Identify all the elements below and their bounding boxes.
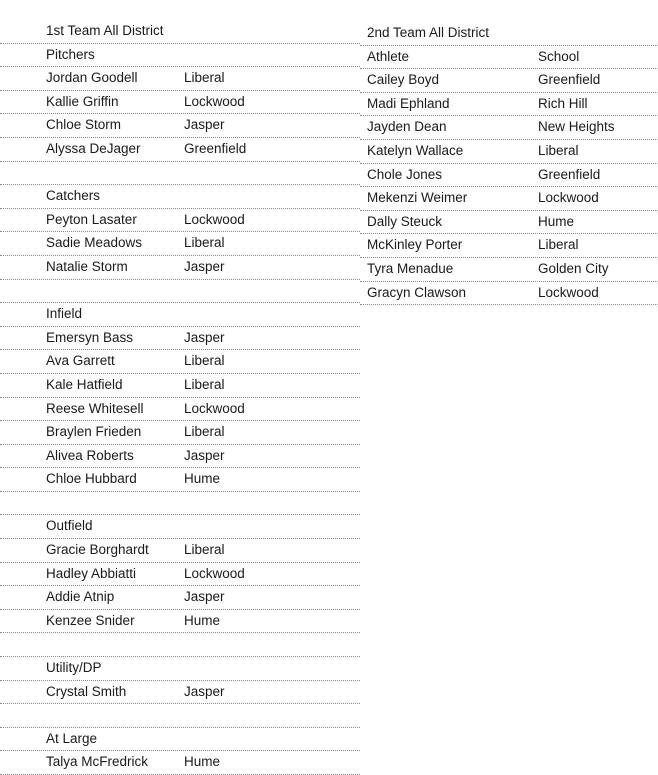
section-heading: Pitchers <box>46 46 95 62</box>
player-row <box>360 116 658 140</box>
player-school: Hume <box>184 612 221 628</box>
player-name: Jordan Goodell <box>46 70 138 86</box>
second-team-title-row <box>360 22 658 46</box>
player-school: Lockwood <box>184 93 245 109</box>
player-school: Golden City <box>538 260 609 276</box>
player-name: Katelyn Wallace <box>367 142 464 158</box>
player-school: Liberal <box>184 376 225 392</box>
section-heading: At Large <box>46 730 98 746</box>
player-row <box>0 445 360 469</box>
player-row <box>0 138 360 162</box>
player-name: Chloe Storm <box>46 117 122 133</box>
player-name: Tyra Menadue <box>367 260 454 276</box>
player-school: Jasper <box>184 329 225 345</box>
player-name: Peyton Lasater <box>46 211 137 227</box>
player-school: Liberal <box>538 237 579 253</box>
player-school: Greenfield <box>538 166 601 182</box>
section-heading-row <box>0 303 360 327</box>
player-school: Jasper <box>184 447 225 463</box>
player-row <box>0 256 360 280</box>
player-school: Lockwood <box>184 565 245 581</box>
player-name: Braylen Frieden <box>46 424 142 440</box>
first-team-title: 1st Team All District <box>46 23 164 38</box>
player-row <box>0 586 360 610</box>
player-school: Liberal <box>184 70 225 86</box>
player-name: Reese Whitesell <box>46 400 144 416</box>
player-school: Jasper <box>184 589 225 605</box>
player-school: Hume <box>538 213 575 229</box>
blank-row <box>0 280 360 304</box>
player-row <box>0 374 360 398</box>
player-name: Addie Atnip <box>46 589 115 605</box>
player-school: Liberal <box>184 235 225 251</box>
section-heading: Outfield <box>46 518 93 534</box>
first-team-title-row <box>0 20 360 44</box>
player-name: Jayden Dean <box>367 119 447 135</box>
player-row <box>0 327 360 351</box>
player-row <box>0 350 360 374</box>
player-name: Cailey Boyd <box>367 72 440 88</box>
blank-row <box>0 704 360 728</box>
section-heading-row <box>0 515 360 539</box>
second-team-title: 2nd Team All District <box>367 25 490 40</box>
player-name: Crystal Smith <box>46 683 127 699</box>
player-school: Greenfield <box>184 140 247 156</box>
player-row <box>0 67 360 91</box>
player-row <box>360 187 658 211</box>
player-name: McKinley Porter <box>367 237 463 253</box>
player-school: Lockwood <box>538 284 599 300</box>
player-name: Mekenzi Weimer <box>367 190 468 206</box>
second-team-column <box>360 22 658 305</box>
section-heading: Catchers <box>46 188 101 204</box>
player-school: Lockwood <box>184 211 245 227</box>
player-name: Gracie Borghardt <box>46 542 149 558</box>
player-name: Sadie Meadows <box>46 235 143 251</box>
section-heading: Infield <box>46 306 83 322</box>
player-name: Chloe Hubbard <box>46 471 137 487</box>
player-name: Kallie Griffin <box>46 93 119 109</box>
player-row <box>360 69 658 93</box>
first-team-column <box>0 20 360 775</box>
section-heading-row <box>0 657 360 681</box>
player-school: Lockwood <box>184 400 245 416</box>
player-school: New Heights <box>538 119 615 135</box>
player-school: Hume <box>184 471 221 487</box>
player-row <box>0 91 360 115</box>
player-name: Alivea Roberts <box>46 447 134 463</box>
player-row <box>360 282 658 306</box>
player-school: Liberal <box>184 353 225 369</box>
player-name: Gracyn Clawson <box>367 284 467 300</box>
player-row <box>0 751 360 775</box>
player-name: Ava Garrett <box>46 353 115 369</box>
player-school: Rich Hill <box>538 95 588 111</box>
player-school: Liberal <box>538 142 579 158</box>
player-row <box>0 563 360 587</box>
player-row <box>360 211 658 235</box>
section-heading-row <box>0 185 360 209</box>
player-row <box>0 539 360 563</box>
player-row <box>360 258 658 282</box>
player-row <box>0 209 360 233</box>
player-name: Chole Jones <box>367 166 443 182</box>
player-row <box>0 681 360 705</box>
player-row <box>360 234 658 258</box>
player-name: Madi Ephland <box>367 95 450 111</box>
section-heading: Utility/DP <box>46 660 102 676</box>
player-name: Dally Steuck <box>367 213 443 229</box>
blank-row <box>0 492 360 516</box>
player-name: Talya McFredrick <box>46 754 149 770</box>
player-row <box>0 421 360 445</box>
player-row <box>0 610 360 634</box>
player-school: Liberal <box>184 542 225 558</box>
player-name: Alyssa DeJager <box>46 140 141 156</box>
player-school: Liberal <box>184 424 225 440</box>
player-school: Jasper <box>184 258 225 274</box>
player-school: Jasper <box>184 117 225 133</box>
player-row <box>0 232 360 256</box>
player-row <box>360 93 658 117</box>
player-row <box>360 140 658 164</box>
section-heading-row <box>0 44 360 68</box>
section-heading-row <box>0 728 360 752</box>
player-name: Kale Hatfield <box>46 376 123 392</box>
blank-row <box>0 633 360 657</box>
player-row <box>0 398 360 422</box>
player-name: Kenzee Snider <box>46 612 135 628</box>
player-school: Greenfield <box>538 72 601 88</box>
athlete-column-header: Athlete <box>367 48 410 64</box>
player-school: Hume <box>184 754 221 770</box>
player-row <box>360 164 658 188</box>
player-name: Emersyn Bass <box>46 329 134 345</box>
school-column-header: School <box>538 48 580 64</box>
blank-row <box>0 162 360 186</box>
player-name: Hadley Abbiatti <box>46 565 137 581</box>
player-row <box>0 468 360 492</box>
player-row <box>0 114 360 138</box>
player-school: Lockwood <box>538 190 599 206</box>
player-school: Jasper <box>184 683 225 699</box>
second-team-header-row <box>360 46 658 70</box>
player-name: Natalie Storm <box>46 258 128 274</box>
